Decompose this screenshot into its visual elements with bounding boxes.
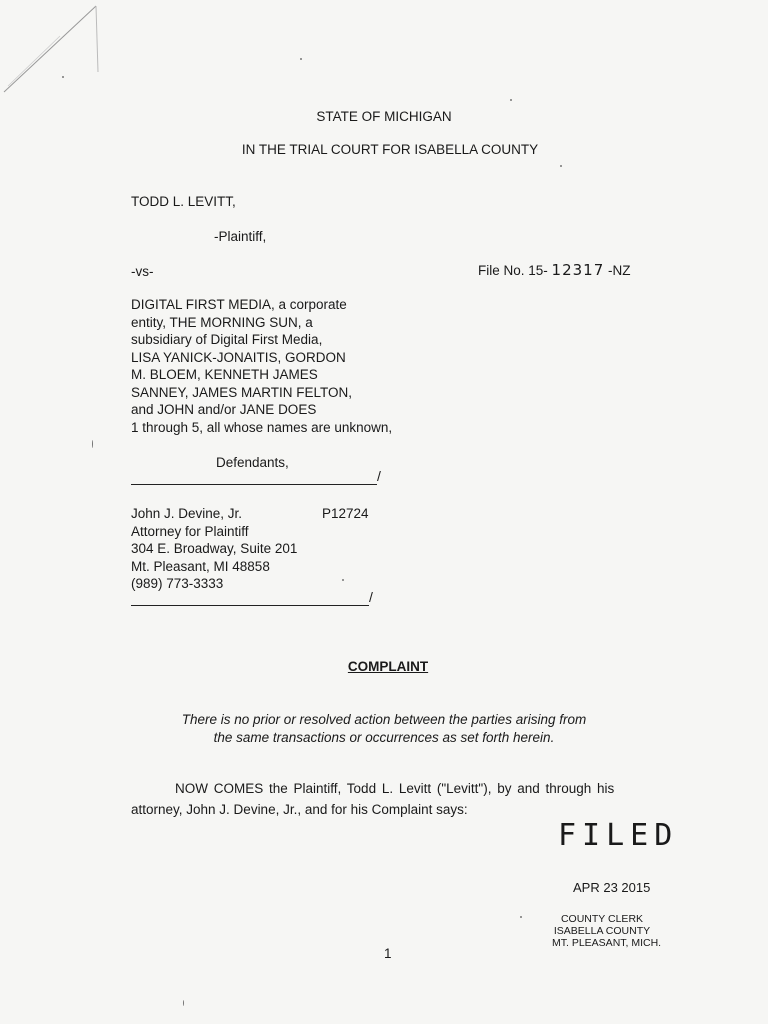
defendants-role: Defendants, xyxy=(216,455,289,470)
page-number: 1 xyxy=(384,946,392,961)
attorney-phone: (989) 773-3333 xyxy=(131,576,224,591)
versus-label: -vs- xyxy=(131,264,154,279)
scan-speck xyxy=(92,440,93,448)
filed-date: APR 23 2015 xyxy=(573,880,651,895)
plaintiff-name: TODD L. LEVITT, xyxy=(131,194,236,209)
scan-speck xyxy=(560,165,562,167)
caption-slash-2: / xyxy=(369,589,373,605)
defendant-line: and JOHN and/or JANE DOES xyxy=(131,402,317,417)
scan-speck xyxy=(62,76,64,78)
scan-speck xyxy=(342,579,344,581)
defendant-line: subsidiary of Digital First Media, xyxy=(131,332,323,347)
intro-line-1: NOW COMES the Plaintiff, Todd L. Levitt ("Levitt"), by and through his xyxy=(175,781,615,796)
file-number-handwritten: 12317 xyxy=(551,261,605,279)
scan-speck xyxy=(183,1000,184,1006)
defendant-line: LISA YANICK-JONAITIS, GORDON xyxy=(131,349,346,365)
attorney-role: Attorney for Plaintiff xyxy=(131,523,249,539)
attorney-address-2: Mt. Pleasant, MI 48858 xyxy=(131,558,270,574)
scan-speck xyxy=(510,99,512,101)
notice-line-2: the same transactions or occurrences as set forth herein. xyxy=(213,730,555,745)
caption-slash-1: / xyxy=(377,468,381,484)
caption-divider-2 xyxy=(131,605,369,606)
caption-divider-1 xyxy=(131,484,377,485)
attorney-bar-number: P12724 xyxy=(322,506,369,521)
attorney-address-1: 304 E. Broadway, Suite 201 xyxy=(131,541,298,556)
clerk-line: MT. PLEASANT, MICH. xyxy=(552,937,662,949)
county-clerk-stamp xyxy=(552,913,662,949)
plaintiff-role: -Plaintiff, xyxy=(214,229,267,244)
filed-stamp: FILED xyxy=(558,818,679,853)
defendants-list xyxy=(131,296,392,436)
attorney-block xyxy=(131,505,297,593)
clerk-line: COUNTY CLERK xyxy=(560,913,644,925)
file-number xyxy=(478,262,631,280)
intro-line-2: attorney, John J. Devine, Jr., and for his Complaint says: xyxy=(131,802,468,817)
defendant-line: 1 through 5, all whose names are unknown, xyxy=(131,419,393,435)
clerk-line: ISABELLA COUNTY xyxy=(553,925,651,937)
defendant-line: entity, THE MORNING SUN, a xyxy=(131,314,313,330)
scan-speck xyxy=(520,916,522,918)
complaint-title: COMPLAINT xyxy=(347,659,429,674)
court-heading: IN THE TRIAL COURT FOR ISABELLA COUNTY xyxy=(241,142,539,157)
state-heading: STATE OF MICHIGAN xyxy=(316,109,452,124)
file-number-suffix: -NZ xyxy=(608,263,631,278)
scan-speck xyxy=(300,58,302,60)
defendant-line: SANNEY, JAMES MARTIN FELTON, xyxy=(131,384,353,400)
file-number-prefix: File No. 15- xyxy=(478,263,548,278)
defendant-line: M. BLOEM, KENNETH JAMES xyxy=(131,367,318,382)
notice-line-1: There is no prior or resolved action between the parties arising from xyxy=(181,712,587,727)
defendant-line: DIGITAL FIRST MEDIA, a corporate xyxy=(131,297,347,312)
attorney-name: John J. Devine, Jr. xyxy=(131,506,243,521)
folded-corner-mark xyxy=(0,0,110,110)
